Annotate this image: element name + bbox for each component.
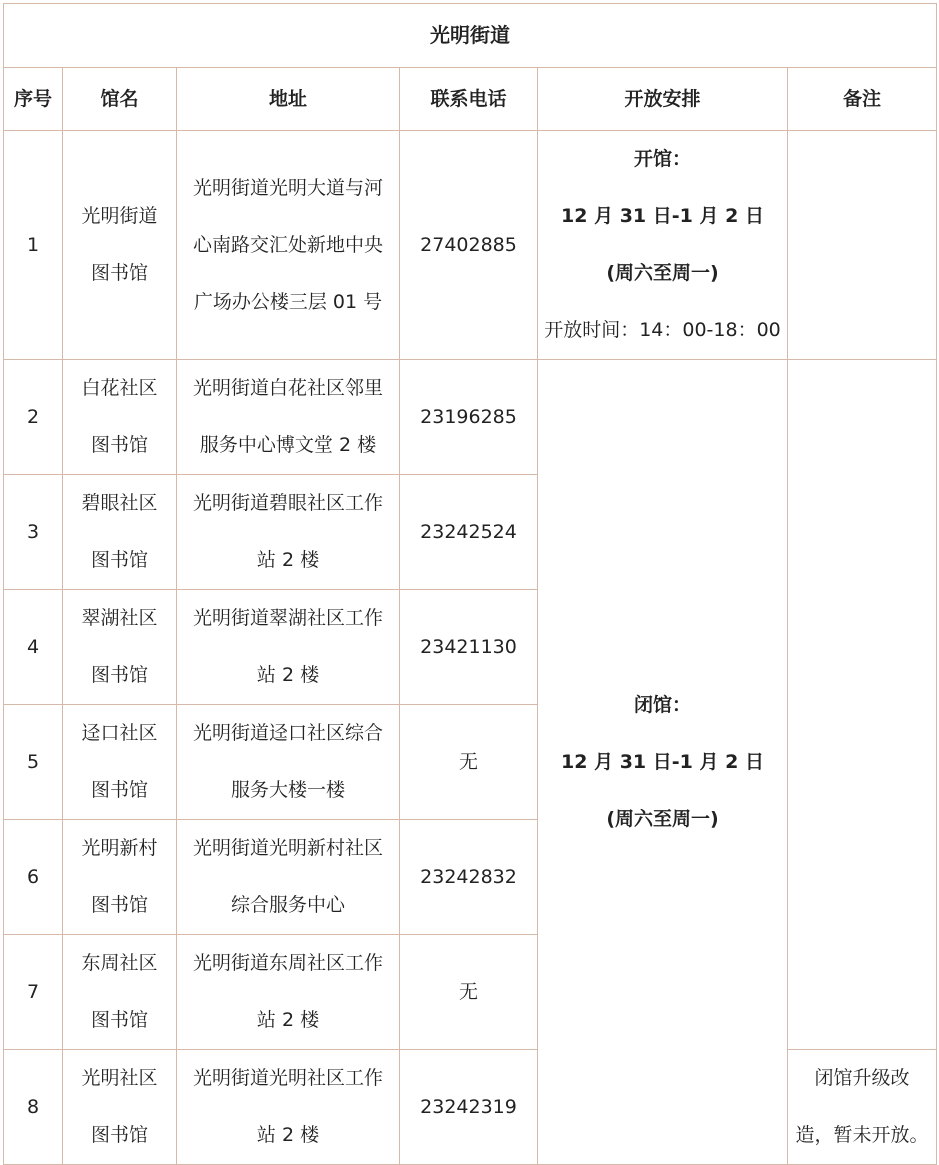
address-line: 服务中心博文堂 2 楼 bbox=[199, 434, 377, 456]
header-address: 地址 bbox=[177, 68, 400, 131]
address-line: 光明街道东周社区工作 bbox=[192, 952, 383, 974]
table-row bbox=[4, 131, 937, 360]
row-index: 7 bbox=[4, 935, 63, 1050]
phone-cell: 无 bbox=[400, 705, 538, 820]
schedule-closed-days: (周六至周一) bbox=[606, 807, 719, 830]
address-line: 心南路交汇处新地中央 bbox=[192, 233, 383, 256]
address-line: 广场办公楼三层 01 号 bbox=[193, 290, 383, 313]
phone-cell: 23242524 bbox=[400, 475, 538, 590]
header-index: 序号 bbox=[4, 68, 63, 131]
row-index: 8 bbox=[4, 1050, 63, 1165]
schedule-closed-dates: 12 月 31 日-1 月 2 日 bbox=[561, 750, 764, 773]
address-line: 光明街道光明大道与河 bbox=[192, 176, 383, 199]
library-name-line: 东周社区 bbox=[81, 952, 158, 974]
library-name-cell bbox=[63, 820, 177, 935]
header-schedule: 开放安排 bbox=[538, 68, 788, 131]
library-name-line: 图书馆 bbox=[90, 434, 148, 456]
row-index: 6 bbox=[4, 820, 63, 935]
address-line: 光明街道光明新村社区 bbox=[192, 837, 383, 859]
address-line: 服务大楼一楼 bbox=[230, 779, 345, 801]
address-cell bbox=[177, 820, 400, 935]
address-line: 光明街道迳口社区综合 bbox=[192, 722, 383, 744]
address-line: 光明街道光明社区工作 bbox=[192, 1067, 383, 1089]
schedule-open-cell bbox=[538, 131, 788, 360]
phone-cell: 23242832 bbox=[400, 820, 538, 935]
address-line: 综合服务中心 bbox=[230, 894, 345, 916]
address-cell bbox=[177, 935, 400, 1050]
library-name-line: 碧眼社区 bbox=[81, 492, 158, 514]
table-row bbox=[4, 1050, 937, 1165]
phone-cell: 23242319 bbox=[400, 1050, 538, 1165]
library-schedule-table bbox=[3, 3, 937, 1165]
header-name: 馆名 bbox=[63, 68, 177, 131]
address-cell bbox=[177, 475, 400, 590]
library-name-line: 图书馆 bbox=[90, 262, 148, 284]
library-name-line: 光明街道 bbox=[81, 205, 158, 227]
phone-cell: 23421130 bbox=[400, 590, 538, 705]
phone-cell: 27402885 bbox=[400, 131, 538, 360]
library-name-cell bbox=[63, 475, 177, 590]
schedule-open-dates: 12 月 31 日-1 月 2 日 bbox=[561, 205, 764, 227]
library-name-cell bbox=[63, 705, 177, 820]
phone-cell: 23196285 bbox=[400, 360, 538, 475]
address-cell bbox=[177, 590, 400, 705]
table-title: 光明街道 bbox=[4, 4, 937, 68]
library-name-line: 图书馆 bbox=[90, 1009, 148, 1031]
library-name-cell bbox=[63, 590, 177, 705]
address-line: 站 2 楼 bbox=[256, 664, 320, 686]
library-name-cell bbox=[63, 935, 177, 1050]
schedule-open-label: 开馆： bbox=[633, 148, 691, 170]
address-cell bbox=[177, 131, 400, 360]
notes-cell-row8 bbox=[788, 1050, 937, 1165]
schedule-open-hours: 开放时间：14：00-18：00 bbox=[544, 319, 781, 341]
library-name-line: 图书馆 bbox=[90, 779, 148, 801]
library-name-line: 图书馆 bbox=[90, 1124, 148, 1146]
address-cell bbox=[177, 1050, 400, 1165]
address-line: 站 2 楼 bbox=[256, 1009, 320, 1031]
schedule-closed-cell bbox=[538, 360, 788, 1165]
address-line: 站 2 楼 bbox=[256, 1124, 320, 1146]
note-line: 闭馆升级改 bbox=[814, 1067, 910, 1089]
schedule-closed-label: 闭馆： bbox=[633, 693, 691, 716]
library-name-line: 光明新村 bbox=[81, 837, 158, 859]
address-line: 站 2 楼 bbox=[256, 549, 320, 571]
address-line: 光明街道白花社区邻里 bbox=[192, 377, 383, 399]
title-row bbox=[4, 4, 937, 68]
row-index: 1 bbox=[4, 131, 63, 360]
library-name-line: 图书馆 bbox=[90, 549, 148, 571]
header-row bbox=[4, 68, 937, 131]
library-name-line: 迳口社区 bbox=[81, 722, 158, 744]
notes-cell bbox=[788, 131, 937, 360]
library-name-line: 翠湖社区 bbox=[81, 607, 158, 629]
table-row bbox=[4, 360, 937, 475]
row-index: 3 bbox=[4, 475, 63, 590]
library-name-cell bbox=[63, 131, 177, 360]
address-line: 光明街道翠湖社区工作 bbox=[192, 607, 383, 629]
library-name-line: 图书馆 bbox=[90, 894, 148, 916]
schedule-open-days: (周六至周一) bbox=[606, 262, 719, 284]
library-name-cell bbox=[63, 360, 177, 475]
header-notes: 备注 bbox=[788, 68, 937, 131]
library-name-line: 图书馆 bbox=[90, 664, 148, 686]
address-cell bbox=[177, 705, 400, 820]
note-line: 造，暂未开放。 bbox=[795, 1124, 929, 1146]
library-name-cell bbox=[63, 1050, 177, 1165]
phone-cell: 无 bbox=[400, 935, 538, 1050]
library-name-line: 光明社区 bbox=[81, 1067, 158, 1089]
row-index: 2 bbox=[4, 360, 63, 475]
header-phone: 联系电话 bbox=[400, 68, 538, 131]
address-cell bbox=[177, 360, 400, 475]
address-line: 光明街道碧眼社区工作 bbox=[192, 492, 383, 514]
library-name-line: 白花社区 bbox=[81, 377, 158, 399]
notes-cell bbox=[788, 360, 937, 1050]
row-index: 4 bbox=[4, 590, 63, 705]
row-index: 5 bbox=[4, 705, 63, 820]
